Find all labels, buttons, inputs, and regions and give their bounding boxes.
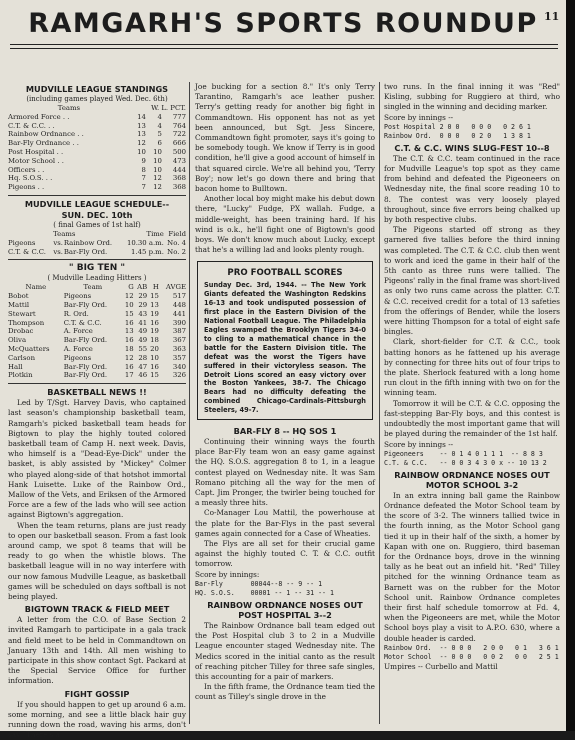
big-ten-row [8, 319, 186, 328]
standings-wins: 12 [137, 139, 146, 148]
ctcc-heading: C.T. & C.C. WINS SLUG-FEST 10--8 [394, 142, 550, 153]
standings-wins: 7 [141, 174, 146, 183]
standings-team: Armored Force . . [8, 112, 70, 121]
schedule-time: 10.30 a.m. [126, 238, 164, 247]
big-ten-cell: Stewart [8, 309, 36, 318]
barfly-paragraph-1: Continuing their winning ways the fourth place Bar-Fly team won an easy game against the HQ. S.O.S. aggregation 8 to 1, in a league contest played on Wednesday nite. It was Sam Romano pitching all the way for the men of Capt. Jim Pronger, the twirler being touched for a measly three hits. [195, 437, 375, 508]
big-ten-cell: 12 [124, 292, 134, 301]
big-ten-col-header: H [152, 283, 159, 292]
big-ten-cell: 13 [124, 327, 134, 336]
big-ten-cell: 16 [150, 362, 159, 371]
big-ten-cell: 15 [150, 371, 159, 380]
schedule-team-a: C.T. & C.C. [8, 247, 46, 256]
standings-heading: MUDVILLE LEAGUE STANDINGS [25, 84, 169, 94]
barfly-heading: BAR-FLY 8 -- HQ SOS 1 [233, 426, 337, 437]
big-ten-cell: 16 [124, 336, 134, 345]
ctcc-score-label: Score by innings -- [384, 439, 454, 449]
big-ten-cell: 340 [172, 362, 186, 371]
linescore-row: HQ. S.O.S. 00001 -- 1 -- 31 -- 1 [195, 588, 334, 597]
big-ten-cell: Hall [8, 362, 23, 371]
big-ten-cell: Mattil [8, 300, 30, 309]
big-ten-cell: 357 [172, 353, 186, 362]
big-ten-cell: 16 [124, 318, 134, 327]
big-ten-cell: A. Force [63, 327, 93, 336]
big-ten-cell: 20 [150, 344, 159, 353]
rainbow-post-paragraph-2: In the fifth frame, the Ordnance team tied the count as Tilley's single drove in the [195, 682, 375, 702]
big-ten-row [8, 345, 186, 354]
big-ten-row [8, 371, 186, 380]
standings-pct: 473 [172, 156, 186, 165]
big-ten-cell: Bar-Fly Ord. [63, 371, 108, 380]
big-ten-cell: Bar-Fly Ord. [63, 362, 108, 371]
page-number: 11 [544, 10, 560, 23]
big-ten-cell: 19 [150, 309, 159, 318]
big-ten-header-row [8, 283, 186, 292]
standings-row [8, 183, 186, 192]
schedule-field: No. 4 [167, 238, 186, 247]
big-ten-cell: Carlson [8, 353, 36, 362]
big-ten-row [8, 301, 186, 310]
fight-heading: FIGHT GOSSIP [64, 688, 130, 699]
standings-row [8, 157, 186, 166]
schedule-col-teams: Teams [53, 229, 76, 238]
fight-paragraph: If you should happen to get up around 6 a.m. some morning, and see a little black hair guy running down the road, waving his arms, don't say "There's a [8, 699, 186, 740]
column-1 [8, 82, 186, 740]
big-ten-row [8, 327, 186, 336]
big-ten-row [8, 336, 186, 345]
big-ten-cell: 16 [150, 318, 159, 327]
standings-pct: 722 [172, 130, 186, 139]
pro-football-text: Sunday Dec. 3rd, 1944. -- The New York Giants defeated the Washington Redskins 16-13 and took undisputed possession of first place in the Eastern Division of the National Football League. The Philadelphia Eagles swamped the Brooklyn Tigers 34-0 to cling to a mathematical chance in the battle for the Eastern Division title. The defeat was the worst the Tigers have suffered in their victoryless season. The Detroit Lions scored an easy victory over the Boston Yankees, 38-7. The Chicago Bears had no difficulty defeating the combined Chicago-Cardinals-Pittsburgh Steelers, 49-7. [204, 281, 366, 415]
column-divider-2 [379, 82, 380, 724]
big-ten-cell: 49 [138, 336, 148, 345]
barfly-score-label: Score by innings: [195, 569, 260, 579]
column-2 [195, 82, 375, 703]
basketball-heading: BASKETBALL NEWS !! [47, 387, 147, 398]
big-ten-cell: Bobot [8, 292, 29, 301]
standings-losses: 4 [157, 112, 162, 121]
standings-losses: 12 [153, 183, 162, 192]
standings-wins: 10 [137, 147, 146, 156]
big-ten-heading: " BIG TEN " [68, 263, 126, 274]
big-ten-col-header: G [128, 283, 134, 292]
standings-wins: 13 [137, 121, 146, 130]
standings-pct: 368 [172, 183, 186, 192]
big-ten-cell: 49 [138, 327, 148, 336]
ctcc-paragraph-4: Tomorrow it will be C.T. & C.C. opposing the fast-stepping Bar-Fly boys, and this contest is undoubtedly the most important game that will be played during the remainder of the 1st half. [384, 398, 560, 439]
standings-subheading: (including games played Wed. Dec. 6th) [26, 95, 168, 103]
big-ten-row [8, 292, 186, 301]
standings-losses: 4 [157, 121, 162, 130]
big-ten-cell: 363 [172, 344, 186, 353]
basketball-paragraph-1: Led by T/Sgt. Harvey Davis, who captained last season's championship basketball team, Ramgarh's picked basketball team heads for Bigtown to play the highly touted colored basketball team of Camp H. next week. Davis, who himself is a "Dead-Eye-Dick" under the basket, is ably assisted by "Mickey" Colmer who played along-side of that hotshot immortal Hank Luisette. Luke of the Rainbow Ord., Mallow of the Vets, and Eriksen of the Armored Force are a few of the lads who will see action against Bigtown's aggregation. [8, 398, 186, 520]
standings-team: Hq. S.O.S. . . [8, 174, 53, 183]
standings-pct: 500 [172, 147, 186, 156]
schedule-team-b: Bar-Fly Ord. [63, 247, 108, 256]
divider [8, 195, 186, 196]
standings-wins: 13 [137, 130, 146, 139]
big-ten-row [8, 363, 186, 372]
big-ten-cell: Pigeons [63, 292, 92, 301]
schedule-team-b: Rainbow Ord. [63, 238, 113, 247]
title-rule-bottom [10, 48, 558, 49]
standings-row [8, 113, 186, 122]
standings-team: Bar-Fly Ordnance . . [8, 139, 79, 148]
big-ten-cell: 390 [172, 318, 186, 327]
standings-wins: 7 [141, 183, 146, 192]
standings-col-wlpct: W. L. PCT. [151, 104, 186, 112]
schedule-col-time: Time [146, 229, 164, 238]
linescore-row: Post Hospital 2 0 0 0 0 0 0 2 6 1 [384, 122, 531, 131]
big-ten-cell: 28 [138, 353, 148, 362]
standings-row [8, 130, 186, 139]
standings-pct: 777 [172, 112, 186, 121]
big-ten-cell: 41 [138, 318, 148, 327]
big-ten-col-header: Team [83, 283, 103, 292]
linescore-row: Motor School -- 0 0 0 0 0 2 0 0 2 5 1 [384, 652, 559, 661]
big-ten-cell: 18 [124, 344, 134, 353]
schedule-time: 1.45 p.m. [131, 247, 164, 256]
big-ten-cell: 10 [124, 300, 134, 309]
standings-losses: 6 [157, 139, 162, 148]
big-ten-cell: 19 [150, 327, 159, 336]
big-ten-cell: Bar-Fly Ord. [63, 300, 108, 309]
ctcc-pigeons-linescore [384, 450, 560, 468]
track-paragraph: A letter from the C.O. of Base Section 2 invited Ramgarh to participate in a gala track and field meet to be held in Commandtown on January 13th and 14th. All men wishing to participate in this show contact Sgt. Packard at the Special Service Office for further information. [8, 615, 186, 686]
standings-row [8, 122, 186, 131]
big-ten-row [8, 310, 186, 319]
standings-wins: 9 [141, 156, 146, 165]
barfly-linescore [195, 580, 375, 598]
big-ten-cell: A. Force [63, 344, 93, 353]
big-ten-cell: Drobac [8, 327, 34, 336]
big-ten-cell: R. Ord. [63, 309, 89, 318]
big-ten-cell: 326 [172, 371, 186, 380]
umpires-line: Umpires -- Curbello and Mattil [384, 661, 498, 671]
standings-row [8, 174, 186, 183]
big-ten-cell: 29 [138, 292, 148, 301]
fight-continued-paragraph: Joe bucking for a section 8." It's only Terry Tarantino, Ramgarh's ace leather pusher. Terry's getting ready for another big fight in Commandtown. His opponent has not as yet been announced, but Sgt. Jess Sincere, Commandtown fight promoter, says it's going to be somebody tough. We know if Terry is in good condition, he'll give a good account of himself in that squared circle. We're all behind you, 'Terry Boy'; now let's go down there and bring that bacon home to Bulltown. [195, 82, 375, 194]
linescore-row: Rainbow Ord. 0 0 0 0 2 0 1 3 8 1 [384, 131, 531, 140]
big-ten-cell: 46 [138, 371, 148, 380]
post-rainbow-linescore [384, 123, 560, 141]
title-rule-top [10, 44, 558, 45]
motor-school-paragraph: In an extra inning ball game the Rainbow Ordnance defeated the Motor School team by the score of 3-2. The winners tallied twice in the fourth inning, as the Motor School gang tied it up in their half of the sixth, a homer by Kapan with one on. Ruggiero, third baseman for the Ordnance boys, drove in the winning tally as he beat out an infield hit. "Red" Tilley pitched for the winning Ordnance team as Barnett was on the rubber for the Motor School unit. Rainbow Ordnance completes their first half schedule tomorrow at Fd. 4, when the Pigeoneers are met, while the Motor School boys play a visit to A.P.O. 630, where a double header is carded. [384, 490, 560, 643]
rainbow-post-paragraph-1: The Rainbow Ordnance ball team edged out the Post Hospital club 3 to 2 in a Mudville League encounter staged Wednesday nite. The Medics scored in the initial canto as the result of reaching pitcher Tilley for three safe singles, this accounting for a pair of markers. [195, 620, 375, 681]
big-ten-cell: 448 [172, 300, 186, 309]
standings-pct: 764 [172, 121, 186, 130]
standings-row [8, 148, 186, 157]
standings-col-team: Teams [57, 104, 81, 112]
standings-losses: 5 [157, 130, 162, 139]
big-ten-cell: 387 [172, 327, 186, 336]
fudge-paragraph: Another local boy might make his debut down there, "Lucky" Fudge, PX wallah. Fudge, a middle-weight, has been training hard. If his wind is o.k., he'll fight one of Bigtown's good boys. We don't know much about Lucky, except that he's a willing lad and looks plenty rough. [195, 194, 375, 255]
basketball-paragraph-2: When the team returns, plans are just ready to open our basketball season. From a fast look around camp, we spot 8 teams that will be ready to go when the whistle blows. The basketball league will in no way interfere with our now famous Mudville League, as basketball games will be scheduled on days softball is not being played. [8, 520, 186, 601]
standings-team: Motor School . . [8, 156, 64, 165]
pro-football-heading: PRO FOOTBALL SCORES [227, 268, 343, 279]
divider [8, 383, 186, 384]
big-ten-cell: Bar-Fly Ord. [63, 336, 108, 345]
ctcc-paragraph-1: The C.T. & C.C. team continued in the race for Mudville League's top spot as they came from behind and defeated the Pigeoneers on Wednesday nite, the final score reading 10 to 8. The contest was very loosely played throughout, since five errors being chalked up by both respective clubs. [384, 153, 560, 225]
big-ten-cell: 55 [138, 344, 148, 353]
schedule-vs: vs. [53, 238, 63, 247]
page-title: RAMGARH'S SPORTS ROUNDUP [28, 8, 538, 39]
big-ten-col-header: AB [137, 283, 148, 292]
big-ten-col-header: Name [25, 283, 47, 292]
standings-team: Post Hospital . . [8, 147, 64, 156]
standings-header-row [8, 104, 186, 113]
standings-row [8, 166, 186, 175]
big-ten-cell: 29 [138, 300, 148, 309]
linescore-row: Bar-Fly 00044--8 -- 9 -- 1 [195, 579, 323, 588]
big-ten-cell: 12 [124, 353, 134, 362]
standings-pct: 444 [172, 165, 186, 174]
big-ten-cell: 47 [138, 362, 148, 371]
standings-row [8, 139, 186, 148]
schedule-team-a: Pigeons [8, 238, 36, 247]
ctcc-paragraph-2: The Pigeons started off strong as they garnered five tallies before the third inning was completed. The C.T. & C.C. club then went to work and iced the game in their half of the 5th canto as three runs were tallied. The Pigeons' rally in the final frame was short-lived as only two runs came across the platter. C.T. & C.C. received credit for a total of 13 safeties from the offerings of Bender, while the losers were hitting Thompson for a total of eight safe bingles. [384, 225, 560, 337]
big-ten-cell: C.T. & C.C. [63, 318, 102, 327]
linescore-row: C.T. & C.C. -- 0 0 3 4 3 0 x -- 10 13 2 [384, 458, 547, 467]
ctcc-paragraph-3: Clark, short-fielder for C.T. & C.C., took batting honors as he fattened up his average by connecting for three hits out of four trips to the plate. Sherlock featured with a long home run clout in the fifth inning with two on for the winning team. [384, 337, 560, 398]
standings-losses: 10 [153, 147, 162, 156]
big-ten-cell: 18 [150, 336, 159, 345]
big-ten-cell: 13 [150, 300, 159, 309]
big-ten-cell: 43 [138, 309, 148, 318]
big-ten-row [8, 354, 186, 363]
column-divider-1 [189, 82, 190, 724]
standings-team: C.T. & C.C. . . [8, 121, 55, 130]
rainbow-post-heading: RAINBOW ORDNANCE NOSES OUT POST HOSPITAL 3--2 [207, 599, 363, 620]
big-ten-cell: 16 [124, 362, 134, 371]
schedule-field: No. 2 [167, 247, 186, 256]
standings-losses: 10 [153, 156, 162, 165]
schedule-col-field: Field [168, 229, 186, 238]
big-ten-col-header: AVGE [165, 283, 186, 292]
standings-team: Officers . . [8, 165, 45, 174]
pro-football-box [197, 261, 373, 420]
big-ten-cell: 17 [124, 371, 134, 380]
schedule-row [8, 248, 186, 257]
schedule-heading: MUDVILLE LEAGUE SCHEDULE-- [24, 198, 170, 209]
motor-school-heading: RAINBOW ORDNANCE NOSES OUT MOTOR SCHOOL 3-2 [394, 469, 550, 490]
linescore-row: Pigeoneers -- 0 1 4 0 1 1 1 -- 8 8 3 [384, 449, 543, 458]
big-ten-subheading: ( Mudville Leading Hitters ) [47, 274, 147, 283]
standings-team: Pigeons . . [8, 183, 45, 192]
barfly-paragraph-3: The Flys are all set for their crucial game against the highly touted C. T. & C.C. outfit tomorrow. [195, 539, 375, 569]
standings-losses: 12 [153, 174, 162, 183]
standings-losses: 10 [153, 165, 162, 174]
big-ten-cell: 15 [124, 309, 134, 318]
schedule-row [8, 239, 186, 248]
big-ten-cell: McQuatters [8, 344, 50, 353]
schedule-heading-date: SUN. DEC. 10th [61, 209, 133, 220]
standings-pct: 368 [172, 174, 186, 183]
big-ten-cell: 441 [172, 309, 186, 318]
big-ten-cell: Pigeons [63, 353, 92, 362]
standings-team: Rainbow Ordnance . . [8, 130, 84, 139]
column-3 [384, 82, 560, 672]
schedule-vs: vs. [53, 247, 63, 256]
big-ten-table [8, 283, 186, 380]
divider [8, 259, 186, 260]
rainbow-post-continued: two runs. In the final inning it was "Red" Kisling, subbing for Ruggiero at third, who singled in the winning and deciding marker. [384, 82, 560, 112]
page-edge-shadow [566, 0, 575, 731]
barfly-paragraph-2: Co-Manager Lou Mattil, the powerhouse at the plate for the Bar-Flys in the past several games again connected for a Case of Wheaties. [195, 508, 375, 538]
track-heading: BIGTOWN TRACK & FIELD MEET [24, 604, 170, 615]
big-ten-cell: 517 [172, 292, 186, 301]
standings-table [8, 104, 186, 192]
schedule-subheading: ( final Games of 1st half) [53, 220, 141, 229]
schedule-table [8, 230, 186, 256]
standings-wins: 14 [137, 112, 146, 121]
schedule-header-row [8, 230, 186, 239]
post-score-label: Score by innings -- [384, 112, 454, 122]
motor-school-linescore [384, 644, 560, 662]
big-ten-cell: 10 [150, 353, 159, 362]
linescore-row: Rainbow Ord. -- 0 0 0 2 0 0 0 1 3 6 1 [384, 643, 559, 652]
big-ten-cell: 367 [172, 336, 186, 345]
standings-pct: 666 [172, 139, 186, 148]
big-ten-cell: 15 [150, 292, 159, 301]
big-ten-cell: Plotkin [8, 371, 33, 380]
standings-wins: 8 [141, 165, 146, 174]
big-ten-cell: Oliva [8, 336, 27, 345]
big-ten-cell: Thompson [8, 318, 45, 327]
